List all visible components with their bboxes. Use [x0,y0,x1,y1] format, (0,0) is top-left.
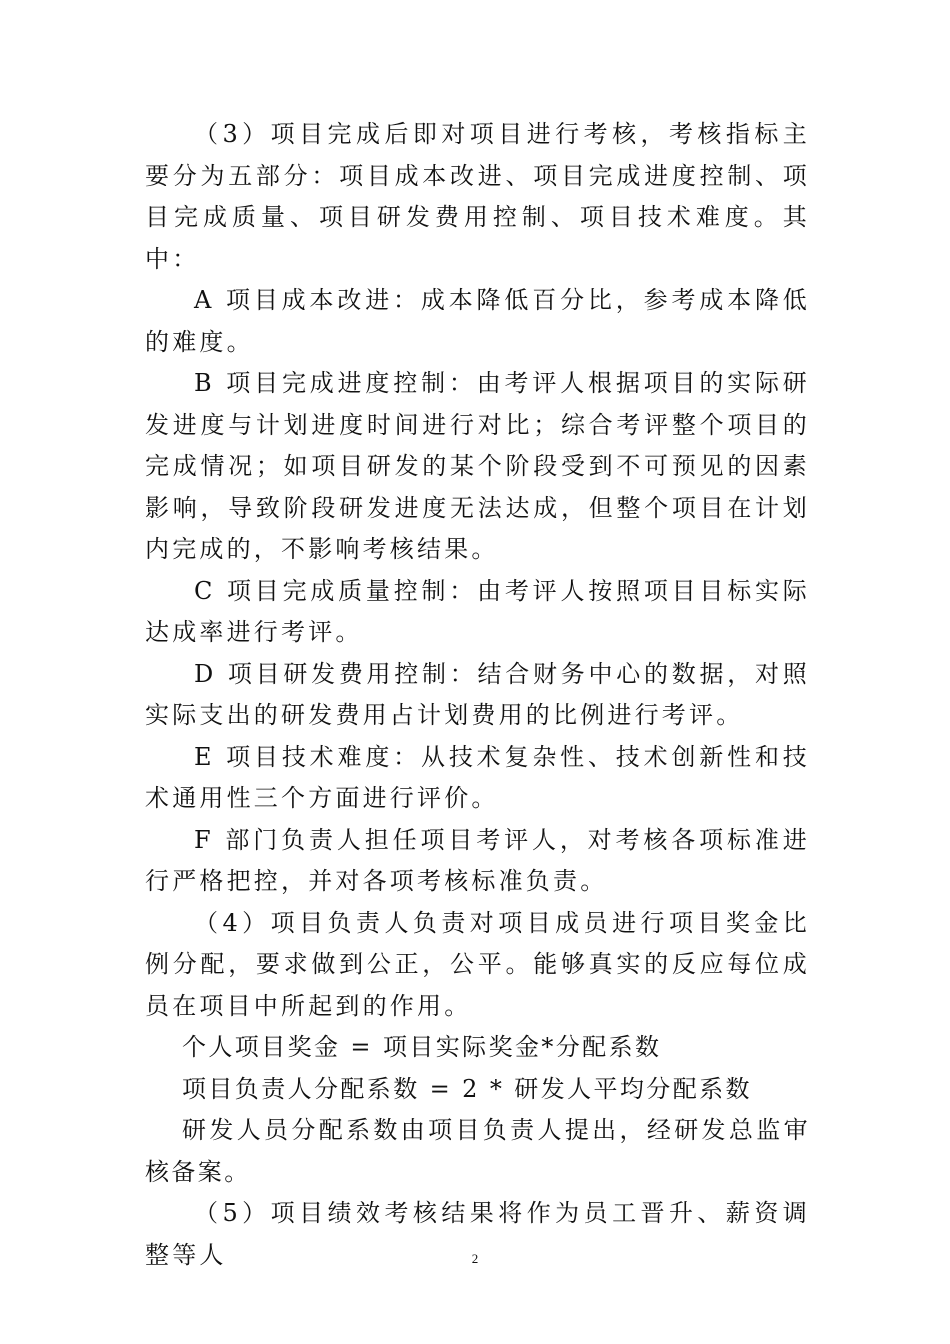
paragraph-item-b: B 项目完成进度控制：由考评人根据项目的实际研发进度与计划进度时间进行对比；综合考评整个项目的完成情况；如项目研发的某个阶段受到不可预见的因素影响，导致阶段研发进度无法达成，但整个项目在计划内完成的，不影响考核结果。 [145,369,810,563]
formula-leader-coefficient: 项目负责人分配系数 = 2 * 研发人平均分配系数 [182,1074,752,1103]
paragraph-item-d: D 项目研发费用控制：结合财务中心的数据，对照实际支出的研发费用占计划费用的比例进行考评。 [145,659,810,729]
paragraph-item-e: E 项目技术难度：从技术复杂性、技术创新性和技术通用性三个方面进行评价。 [145,742,810,812]
paragraph-results-usage: （5）项目绩效考核结果将作为员工晋升、薪资调整等人 [145,1199,810,1269]
paragraph-coefficient-approval: 研发人员分配系数由项目负责人提出，经研发总监审核备案。 [145,1116,810,1186]
paragraph-item-f: F 部门负责人担任项目考评人，对考核各项标准进行严格把控，并对各项考核标准负责。 [145,825,810,895]
page-number: 2 [471,1251,479,1266]
paragraph-bonus-allocation: （4）项目负责人负责对项目成员进行项目奖金比例分配，要求做到公正，公平。能够真实的反应每位成员在项目中所起到的作用。 [145,908,810,1020]
paragraph-assessment-intro: （3）项目完成后即对项目进行考核，考核指标主要分为五部分：项目成本改进、项目完成进度控制、项目完成质量、项目研发费用控制、项目技术难度。其中： [145,120,810,273]
paragraph-item-c: C 项目完成质量控制：由考评人按照项目目标实际达成率进行考评。 [145,576,810,646]
formula-personal-bonus: 个人项目奖金 = 项目实际奖金*分配系数 [182,1033,662,1061]
document-body [145,114,810,1276]
paragraph-item-a: A 项目成本改进：成本降低百分比，参考成本降低的难度。 [145,286,810,356]
